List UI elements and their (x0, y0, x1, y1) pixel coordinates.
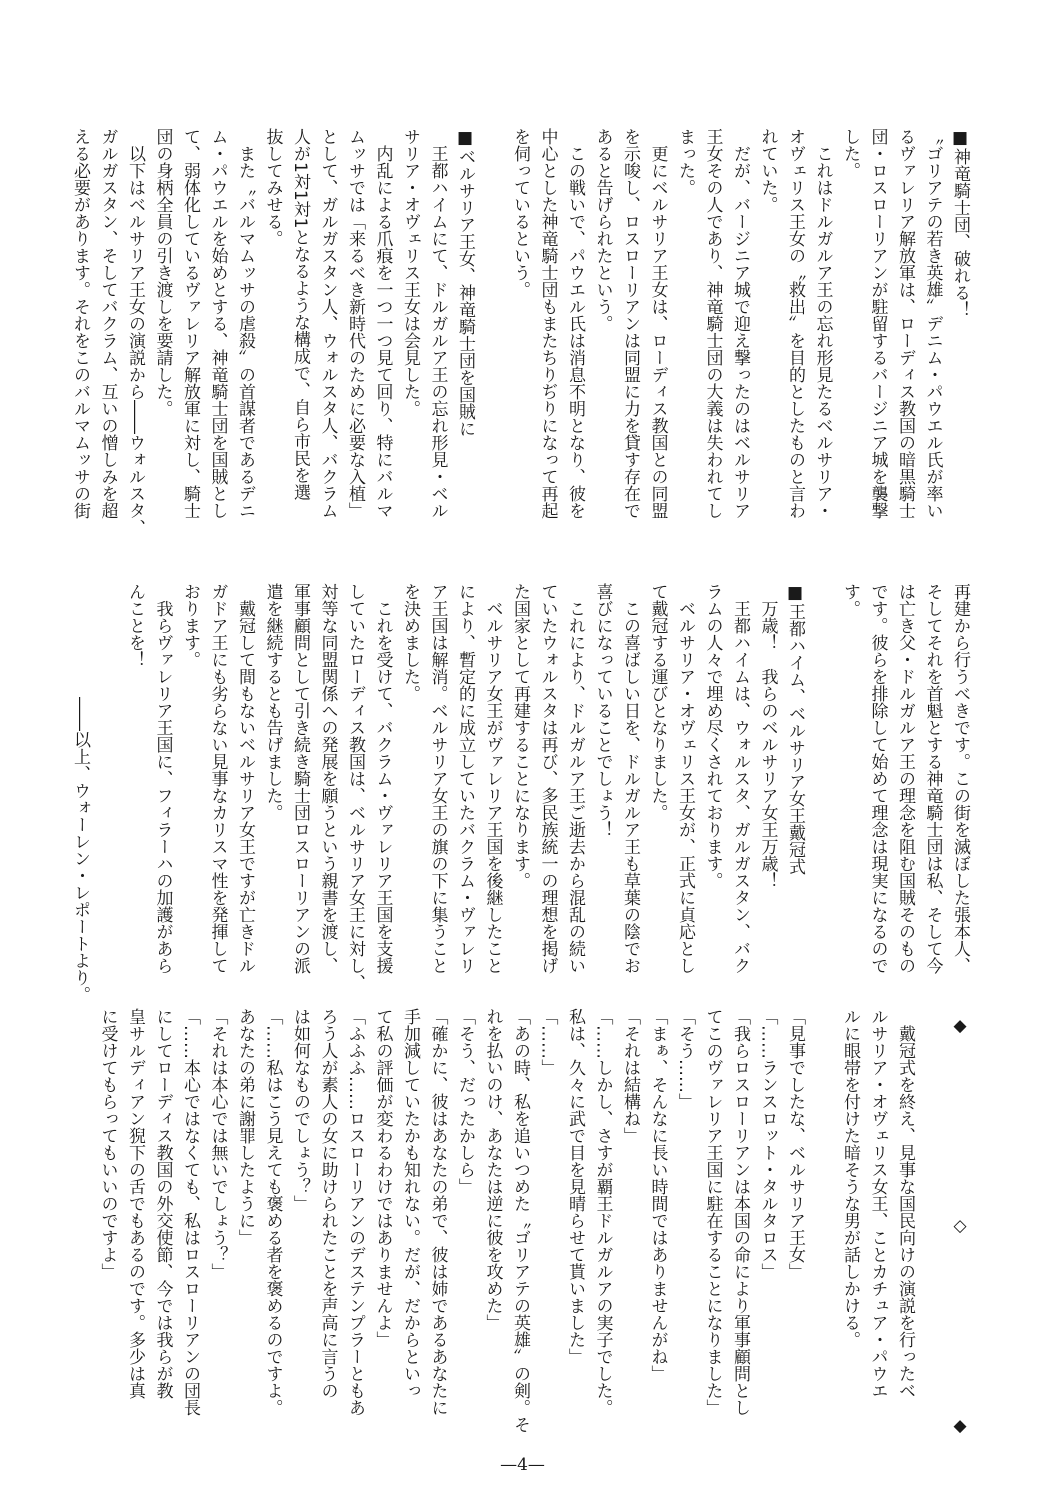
text-line: です。彼らを排除して始めて理念は現実になるので (867, 583, 888, 974)
section-heading: ■ベルサリア王女、神竜騎士団を国賊に (455, 128, 475, 437)
text-line: ルに眼帯を付けた暗そうな男が話しかける。 (840, 1008, 860, 1348)
text-line: ベルサリア女王がヴァレリア王国を後継したこと (482, 583, 503, 974)
text-line: 「……私はこう見えても褒める者を褒めるのですよ。 (262, 1008, 283, 1416)
text-line: まった。 (675, 128, 695, 196)
text-line: だが、バージニア城で迎え撃ったのはベルサリア (730, 128, 750, 519)
text-line: た国家として再建することになります。 (510, 583, 530, 889)
filled-diamond-icon: ◆ (950, 1416, 970, 1436)
text-line: 戴冠して間もないベルサリア女王ですが亡きドル (235, 583, 255, 974)
blank-line (918, 1008, 946, 1440)
text-line: これはドルガルア王の忘れ形見たるベルサリア・ (812, 128, 833, 519)
article-section-middle (66, 583, 974, 1003)
text-line: て、弱体化しているヴァレリア解放軍に対し、騎士 (180, 128, 200, 519)
text-line: 遣を継続するとも告げました。 (262, 583, 283, 821)
text-line: 「まぁ、そんなに長い時間ではありませんがね」 (647, 1008, 668, 1382)
text-line: て私の評価が変わるわけではありませんよ」 (372, 1008, 393, 1348)
text-line: にしてローディス教国の外交使節、今では我らが教 (152, 1008, 173, 1399)
text-line: 「あの時、私を追いつめた〝ゴリアテの英雄〟の剣。そ (510, 1008, 530, 1433)
text-line: を決めました。 (400, 583, 420, 702)
text-line: 王都ハイムにて、ドルガルア王の忘れ形見・ベル (427, 128, 448, 519)
text-line: える必要があります。それをこのバルマムッサの街 (70, 128, 90, 519)
text-line: 「ふふふ……ロスローリアンのデステンプラーともあ (345, 1008, 365, 1416)
blank-line (808, 583, 836, 1003)
blank-line (478, 128, 506, 560)
text-line: 「確かに、彼はあなたの弟で、彼は姉であるあなたに (427, 1008, 448, 1416)
text-line: おります。 (180, 583, 200, 668)
text-line: ベルサリア・オヴェリス王女が、正式に貞応とし (675, 583, 695, 974)
text-line: 私は、久々に武で目を見晴らせて貰いました」 (565, 1008, 585, 1365)
text-line: れていた。 (757, 128, 778, 213)
text-line: 人が1対1対1となるような構成で、自ら市民を選 (290, 128, 310, 501)
text-line: んことを！ (125, 583, 145, 668)
text-line: していたローディス教国は、ベルサリア女王に対し、 (345, 583, 365, 991)
blank-line (93, 583, 121, 1003)
text-line: サリア・オヴェリス王女は会見した。 (400, 128, 420, 417)
text-line: ア王国は解消。ベルサリア女王の旗の下に集うこと (427, 583, 448, 974)
text-line: 抜してみせる。 (262, 128, 283, 247)
text-line: により、暫定的に成立していたバクラム・ヴァレリ (455, 583, 475, 974)
text-line: す。 (840, 583, 860, 617)
text-line: 喜びになっていることでしょう！ (592, 583, 613, 838)
text-line: 以下はベルサリア王女の演説から――ウォルスタ、 (125, 128, 145, 536)
text-line: ――以上、ウォーレン・レポートより。 (70, 697, 90, 1003)
article-section-top (66, 128, 974, 560)
text-line: あなたの弟に謝罪したように」 (235, 1008, 255, 1246)
text-line: 皇サルディアン猊下の舌でもあるのです。多少は真 (125, 1008, 145, 1399)
text-line: 手加減していたかも知れない。だが、だからといっ (400, 1008, 420, 1399)
text-line: 「我らロスローリアンは本国の命により軍事顧問とし (730, 1008, 750, 1416)
text-line: 団の身柄全員の引き渡しを要請した。 (152, 128, 173, 417)
text-line: るヴァレリア解放軍は、ローディス教国の暗黒騎士 (895, 128, 915, 519)
text-line: 「……本心ではなくても、私はロスローリアンの団長 (180, 1008, 200, 1416)
text-line: て戴冠する運びとなりました。 (647, 583, 668, 821)
text-line: 〝ゴリアテの若き英雄〟デニム・パウエル氏が率い (922, 128, 943, 519)
text-line: は亡き父・ドルガルア王の理念を阻む国賊そのもの (895, 583, 915, 974)
filled-diamond-icon: ◆ (950, 1016, 970, 1036)
text-line: ガルガスタン、そしてバクラム、互いの憎しみを超 (97, 128, 118, 519)
text-line: を示唆し、ロスローリアンは同盟に力を貸す存在で (620, 128, 640, 519)
text-line: この戦いで、パウエル氏は消息不明となり、彼を (565, 128, 585, 519)
text-line: ろう人が素人の女に助けられたことを声高に言うの (317, 1008, 338, 1399)
text-line: 「そう、だったかしら」 (455, 1008, 475, 1195)
text-line: 対等な同盟関係への発展を願うという親書を渡し、 (317, 583, 338, 974)
text-line: 戴冠式を終え、見事な国民向けの演説を行ったベ (895, 1008, 915, 1399)
text-line: これにより、ドルガルア王ご逝去から混乱の続い (565, 583, 585, 974)
text-line: 「それは本心では無いでしょう？」 (207, 1008, 228, 1280)
text-line: 「そう……」 (675, 1008, 695, 1110)
text-line: この喜ばしい日を、ドルガルア王も草葉の陰でお (620, 583, 640, 974)
blank-line (808, 1008, 836, 1440)
text-line: そしてそれを首魁とする神竜騎士団は私、そして今 (922, 583, 943, 974)
text-line: 王女その人であり、神竜騎士団の大義は失われてし (702, 128, 723, 519)
text-line: ていたウォルスタは再び、多民族統一の理想を掲げ (537, 583, 558, 974)
text-line: これを受けて、バクラム・ヴァレリア王国を支援 (372, 583, 393, 974)
text-line: 中心とした神竜騎士団もまたちりぢりになって再起 (537, 128, 558, 519)
text-line: を伺っているという。 (510, 128, 530, 298)
text-line: 我らヴァレリア王国に、フィラーハの加護があら (152, 583, 173, 974)
text-line: した。 (840, 128, 860, 179)
text-line: 「見事でしたな、ベルサリア王女」 (785, 1008, 805, 1280)
text-line: ルサリア・オヴェリス女王、ことカチュア・パウエ (867, 1008, 888, 1399)
text-line: は如何なものでしょう？」 (290, 1008, 310, 1212)
text-line: ムッサでは「来るべき新時代のために必要な入植」 (345, 128, 365, 519)
text-line: 再建から行うべきです。この街を滅ぼした張本人、 (950, 583, 970, 974)
text-line: てこのヴァレリア王国に駐在することになりました」 (702, 1008, 723, 1416)
text-line: として、ガルガスタン人、ウォルスタ人、バクラム (317, 128, 338, 519)
text-line: れを払いのけ、あなたは逆に彼を攻めた」 (482, 1008, 503, 1331)
text-line: 軍事顧問として引き続き騎士団ロスローリアンの派 (290, 583, 310, 974)
text-line: 「それは結構ね」 (620, 1008, 640, 1144)
text-line: 更にベルサリア王女は、ローディス教国との同盟 (647, 128, 668, 519)
story-section-bottom (93, 1008, 973, 1440)
text-line: また〝バルマムッサの虐殺〟の首謀者であるデニ (235, 128, 255, 519)
text-line: 内乱による爪痕を一つ一つ見て回り、特にバルマ (372, 128, 393, 519)
text-line: あると告げられたという。 (592, 128, 613, 332)
text-line: 「……」 (537, 1008, 558, 1076)
text-line: に受けてもらってもいいのですよ」 (97, 1008, 118, 1280)
text-line: 万歳！ 我らのベルサリア女王万歳！ (757, 583, 778, 889)
text-line: ラムの人々で埋め尽くされております。 (702, 583, 723, 889)
text-line: 「……ランスロット・タルタロス」 (757, 1008, 778, 1280)
section-heading: ■神竜騎士団、破れる！ (950, 128, 970, 318)
page-number: —4— (500, 1455, 545, 1475)
scene-break-ornament (946, 1008, 974, 1440)
text-line: ム・パウエルを始めとする、神竜騎士団を国賊とし (207, 128, 228, 519)
text-line: オヴェリス王女の〝救出〟を目的としたものと言わ (785, 128, 805, 519)
hollow-diamond-icon: ◇ (950, 1216, 970, 1236)
text-line: 「……しかし、さすが覇王ドルガルアの実子でした。 (592, 1008, 613, 1416)
text-line: 団・ロスローリアンが駐留するバージニア城を襲撃 (867, 128, 888, 519)
section-heading: ■王都ハイム、ベルサリア女王戴冠式 (785, 583, 805, 875)
text-line: ガドア王にも劣らない見事なカリスマ性を発揮して (207, 583, 228, 974)
text-line: 王都ハイムは、ウォルスタ、ガルガスタン、バク (730, 583, 750, 974)
